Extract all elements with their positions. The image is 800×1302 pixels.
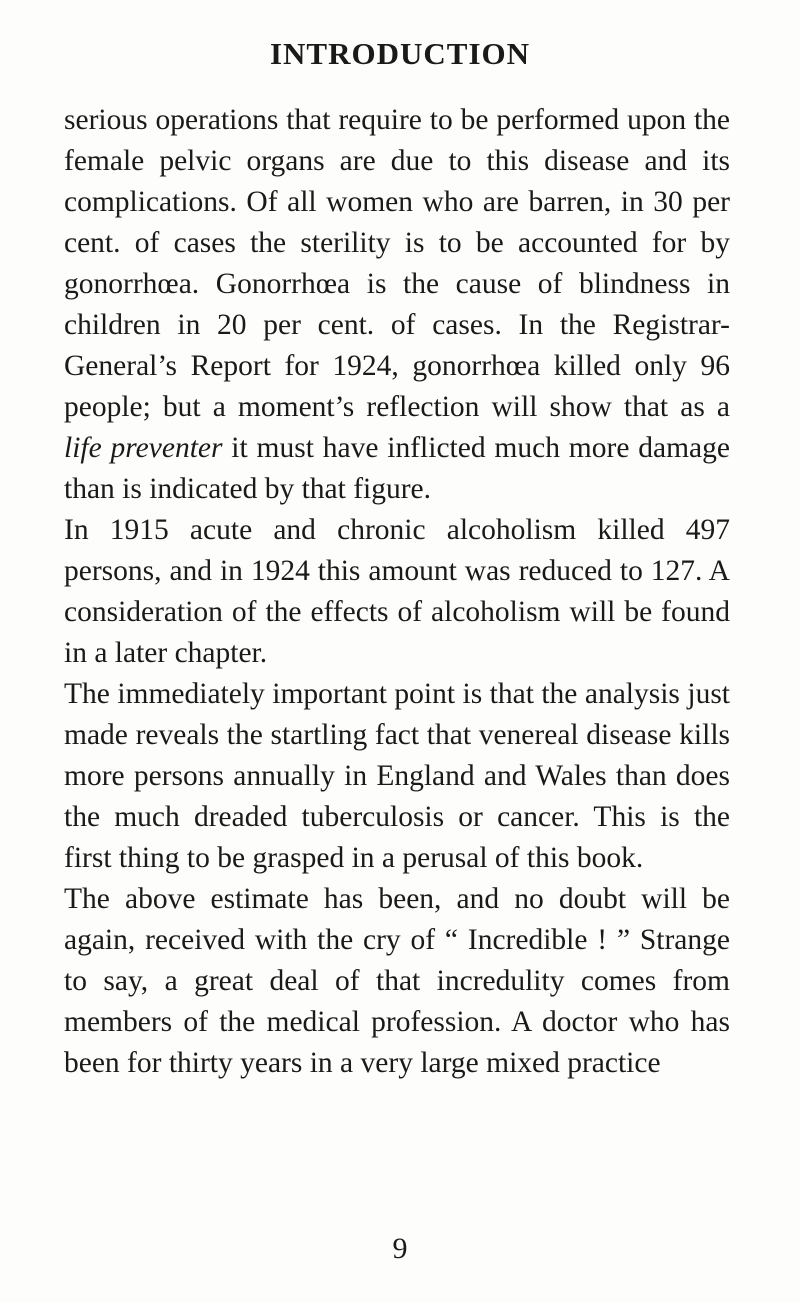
paragraph-3 xyxy=(64,674,730,879)
paragraph-1 xyxy=(64,100,730,510)
paragraph-3-text: The immediately important point is that the analysis just made reveals the startling fact that venereal disease kills more persons annually in England and Wales than does the much dreaded tuberculosis or cancer. This is the first thing to be grasped in a perusal of this book. xyxy=(64,678,730,874)
body-text xyxy=(64,100,730,1084)
running-head: INTRODUCTION xyxy=(269,36,531,71)
paragraph-2 xyxy=(64,510,730,674)
paragraph-1-text-b: it must have inflicted much more damage than is indicated by that figure. xyxy=(64,432,730,505)
paragraph-4-text: The above estimate has been, and no doubt will be again, received with the cry of “ Incredible ! ” Strange to say, a great deal of that incredulity comes from members of the medical profession. A doctor who has been for thirty years in a very large mixed practice xyxy=(64,883,730,1079)
paragraph-4 xyxy=(64,879,730,1084)
paragraph-1-italic-life-preventer: life preventer xyxy=(64,432,223,464)
paragraph-2-text: In 1915 acute and chronic alcoholism killed 497 persons, and in 1924 this amount was reduced to 127. A consideration of the effects of alcoholism will be found in a later chapter. xyxy=(64,514,730,669)
paragraph-1-text-a: serious operations that require to be performed upon the female pelvic organs are due to this disease and its complications. Of all women who are barren, in 30 per cent. of cases the sterility is to be accounted for by gonorrhœa. Gonorrhœa is the cause of blindness in children in 20 per cent. of cases. In the Registrar-General’s Report for 1924, gonorrhœa killed only 96 people; but a moment’s reflection will show that as a xyxy=(64,104,730,423)
page-number: 9 xyxy=(392,1232,408,1265)
